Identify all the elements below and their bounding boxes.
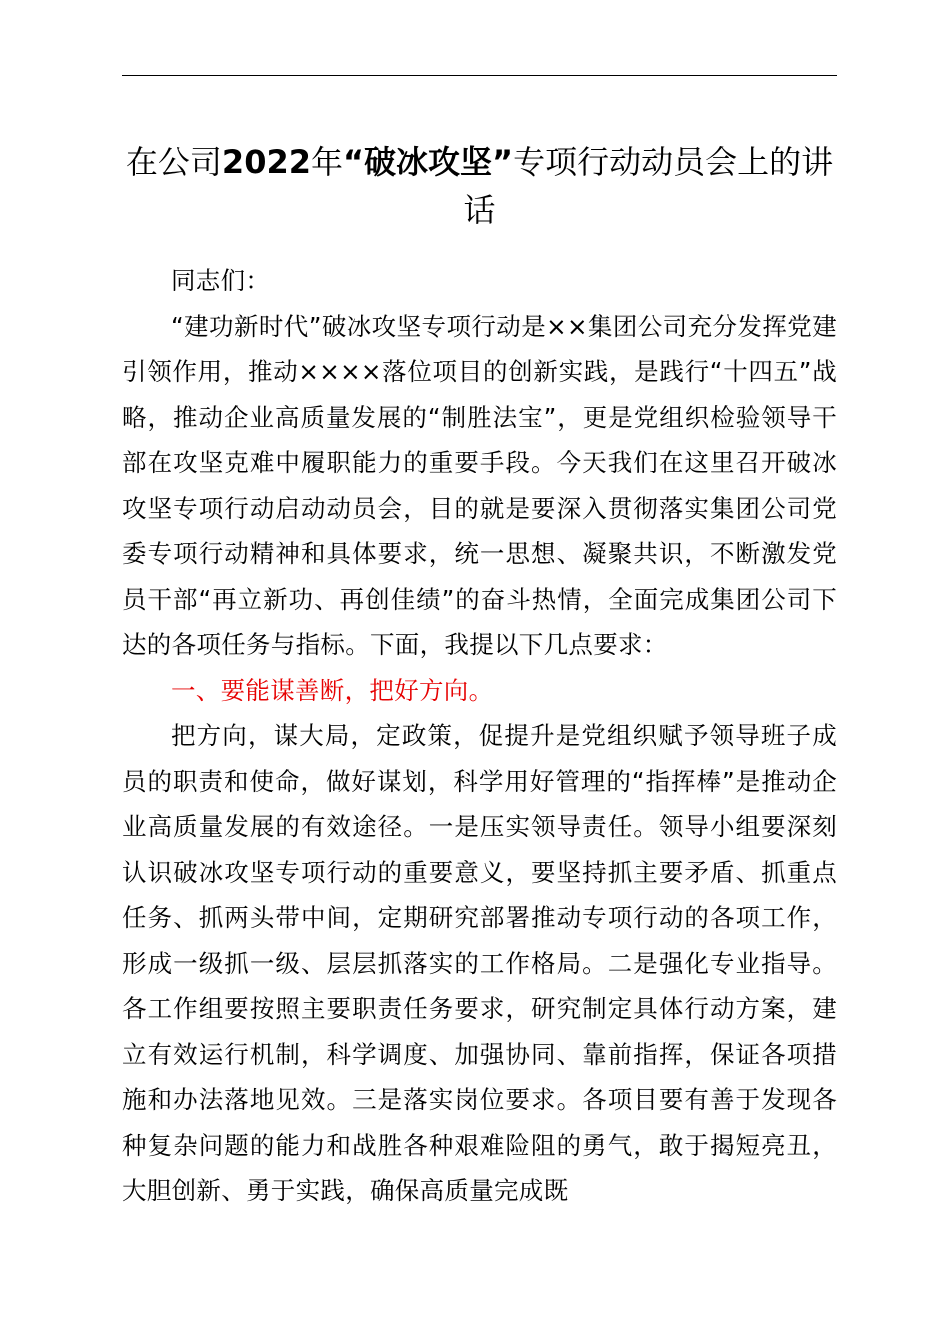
title-part-3: 专项行动动员会上的讲话 [463,143,834,229]
title-part-2: 年 [310,143,343,181]
title-quoted: “破冰攻坚” [343,143,514,181]
title-year: 2022 [221,143,311,181]
paragraph-intro: “建功新时代”破冰攻坚专项行动是××集团公司充分发挥党建引领作用，推动××××落位项目的创新实践，是践行“十四五”战略，推动企业高质量发展的“制胜法宝”，更是党组织检验领导干部在攻坚克难中履职能力的重要手段。今天我们在这里召开破冰攻坚专项行动启动动员会，目的就是要深入贯彻落实集团公司党委专项行动精神和具体要求，统一思想、凝聚共识，不断激发党员干部“再立新功、再创佳绩”的奋斗热情，全面完成集团公司下达的各项任务与指标。下面，我提以下几点要求： [122,311,837,659]
salutation: 同志们： [171,266,271,295]
section-heading-1: 一、要能谋善断，把好方向。 [171,675,494,705]
paragraph-section-1: 把方向，谋大局，定政策，促提升是党组织赋予领导班子成员的职责和使命，做好谋划，科学用好管理的“指挥棒”是推动企业高质量发展的有效途径。一是压实领导责任。领导小组要深刻认识破冰攻坚专项行动的重要意义，要坚持抓主要矛盾、抓重点任务、抓两头带中间，定期研究部署推动专项行动的各项工作，形成一级抓一级、层层抓落实的工作格局。二是强化专业指导。各工作组要按照主要职责任务要求，研究制定具体行动方案，建立有效运行机制，科学调度、加强协同、靠前指挥，保证各项措施和办法落地见效。三是落实岗位要求。各项目要有善于发现各种复杂问题的能力和战胜各种艰难险阻的勇气，敢于揭短亮丑，大胆创新、勇于实践，确保高质量完成既 [122,721,837,1205]
header-rule [122,75,837,76]
title-part-1: 在公司 [125,143,222,181]
document-body [122,258,837,1214]
page-title [122,138,837,234]
